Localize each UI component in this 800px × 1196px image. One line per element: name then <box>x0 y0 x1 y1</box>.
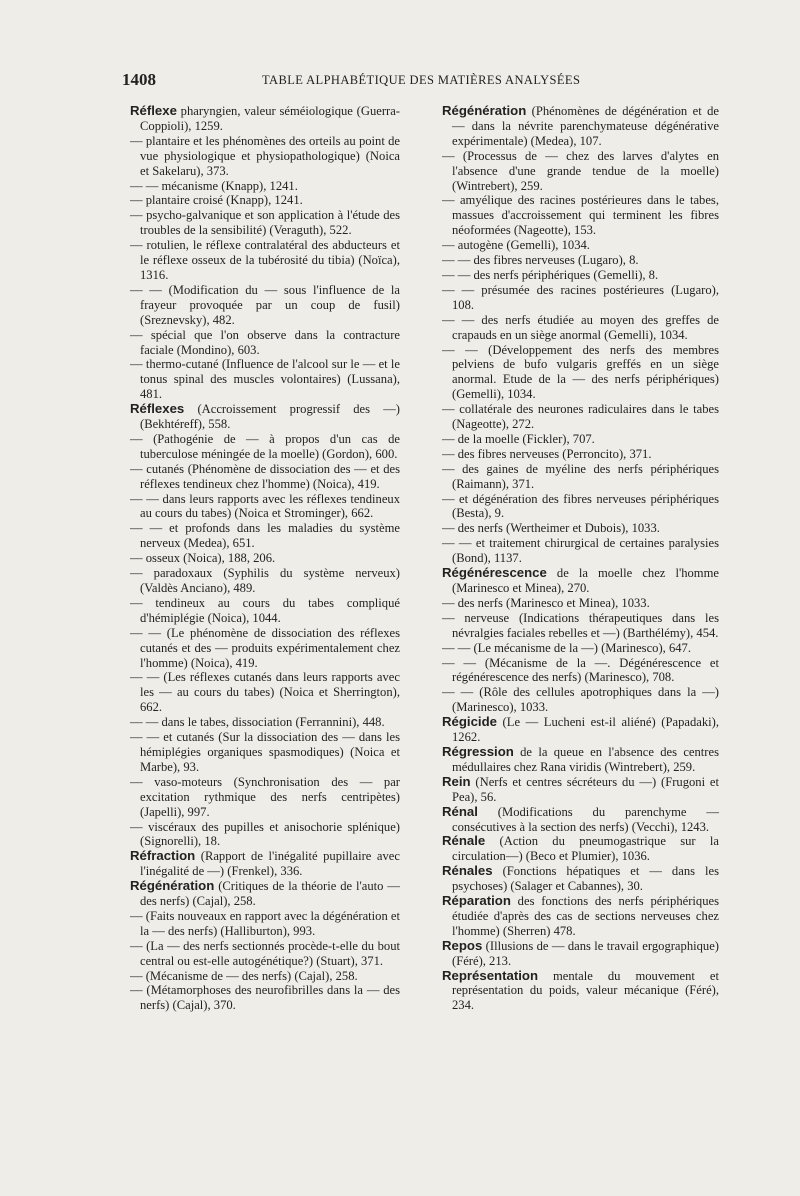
index-entry <box>130 238 400 283</box>
entry-headword: Régicide <box>442 714 497 730</box>
entry-text: — — (Le mécanisme de la —) (Marinesco), 647. <box>442 640 691 655</box>
index-entry <box>442 775 719 805</box>
entry-text: — paradoxaux (Syphilis du système nerveux) (Valdès Anciano), 489. <box>130 566 400 595</box>
index-entry <box>442 745 719 775</box>
entry-headword: Réfraction <box>130 848 196 864</box>
index-entry <box>130 402 400 432</box>
entry-text: — — (Développement des nerfs des membres pelviens de bufo vulgaris greffés en un siège anormal. Etude de la — des nerfs périphériques) (Gemelli), 1034. <box>442 342 719 402</box>
entry-text: — vaso-moteurs (Synchronisation des — par excitation rythmique des nerfs centripètes) (Japelli), 997. <box>130 774 400 819</box>
entry-text: (Action du pneumogastrique sur la circulation—) (Beco et Plumier), 1036. <box>452 834 719 864</box>
entry-text: — rotulien, le réflexe contralatéral des abducteurs et le réflexe osseux de la tubérosité du tibia) (Noïca), 1316. <box>130 238 400 282</box>
entry-text: (Modifications du parenchyme — consécutives à la section des nerfs) (Vecchi), 1243. <box>452 804 719 834</box>
index-entry <box>442 238 719 253</box>
index-entry <box>442 596 719 611</box>
entry-text: des fonctions des nerfs périphériques étudiée d'après des cas de sections nerveuses chez l'homme) (Sherren) 478. <box>452 894 719 938</box>
index-entry <box>442 715 719 745</box>
entry-text: — — et traitement chirurgical de certaines paralysies (Bond), 1137. <box>442 536 719 566</box>
entry-headword: Réflexes <box>130 401 185 417</box>
index-entry <box>442 253 719 268</box>
index-entry <box>130 849 400 879</box>
entry-text: — tendineux au cours du tabes compliqué d'hémiplégie (Noica), 1044. <box>130 595 400 625</box>
entry-text: mentale du mouvement et représentation du poids, valeur mécanique (Féré), 234. <box>452 968 719 1013</box>
page-header <box>122 70 712 94</box>
entry-text: (Accroissement progressif des —) (Bekhtéreff), 558. <box>140 402 400 432</box>
entry-text: — (Pathogénie de — à propos d'un cas de tuberculose méningée de la moelle) (Gordon), 600. <box>130 431 400 461</box>
entry-headword: Rénales <box>442 863 493 879</box>
index-entry <box>130 983 400 1013</box>
index-entry <box>442 834 719 864</box>
entry-text: (Nerfs et centres sécréteurs du —) (Frugoni et Pea), 56. <box>452 774 719 804</box>
index-entry <box>442 685 719 715</box>
entry-text: — — (Mécanisme de la —. Dégénérescence et régénérescence des nerfs) (Marinesco), 708. <box>442 655 719 685</box>
index-entry <box>442 343 719 403</box>
index-entry <box>130 715 400 730</box>
index-entry <box>130 283 400 328</box>
entry-text: — — présumée des racines postérieures (Lugaro), 108. <box>442 282 719 312</box>
entry-text: — plantaire croisé (Knapp), 1241. <box>130 193 303 208</box>
index-entry <box>442 566 719 596</box>
left-column <box>130 104 400 1013</box>
entry-text: — collatérale des neurones radiculaires dans le tabes (Nageotte), 272. <box>442 402 719 432</box>
entry-text: (Le — Lucheni est-il aliéné) (Papadaki), 1262. <box>452 715 719 745</box>
index-entry <box>442 462 719 492</box>
entry-text: — cutanés (Phénomène de dissociation des — et des réflexes tendineux chez l'homme) (Noica), 419. <box>130 461 400 491</box>
entry-text: (Rapport de l'inégalité pupillaire avec l'inégalité de —) (Frenkel), 336. <box>140 849 400 879</box>
entry-text: — viscéraux des pupilles et anisochorie splénique) (Signorelli), 18. <box>130 819 400 849</box>
entry-text: — — (Le phénomène de dissociation des réflexes cutanés et des — produits expérimentalement chez l'homme) (Noica), 419. <box>130 625 400 670</box>
entry-headword: Représentation <box>442 967 538 983</box>
index-entry <box>130 969 400 984</box>
entry-text: de la moelle chez l'homme (Marinesco et Minea), 270. <box>452 566 719 595</box>
index-entry <box>130 492 400 522</box>
index-entry <box>130 179 400 194</box>
entry-text: pharyngien, valeur séméiologique (Guerra-Coppioli), 1259. <box>140 104 400 133</box>
entry-text: — des gaines de myéline des nerfs périphériques (Raimann), 371. <box>442 461 719 491</box>
index-entry <box>442 313 719 343</box>
entry-text: — — (Rôle des cellules apotrophiques dans la —) (Marinesco), 1033. <box>442 685 719 715</box>
index-entry <box>442 805 719 835</box>
index-entry <box>442 656 719 686</box>
entry-headword: Rénal <box>442 803 478 819</box>
index-entry <box>130 328 400 358</box>
entry-text: (Critiques de la théorie de l'auto — des nerfs) (Cajal), 258. <box>140 879 400 909</box>
index-entry <box>130 820 400 850</box>
index-entry <box>442 492 719 522</box>
right-column <box>442 104 719 1013</box>
entry-text: — (La — des nerfs sectionnés procède-t-elle du bout central ou est-elle autogénétique?) (Stuart), 371. <box>130 938 400 968</box>
page-number: 1408 <box>122 70 156 89</box>
entry-text: — (Faits nouveaux en rapport avec la dégénération et la — des nerfs) (Halliburton), 993. <box>130 908 400 938</box>
index-entry <box>442 193 719 238</box>
entry-text: — psycho-galvanique et son application à l'étude des troubles de la sensibilité) (Veraguth), 522. <box>130 208 400 238</box>
entry-text: — — des nerfs étudiée au moyen des greffes de crapauds en un siège anormal (Gemelli), 1034. <box>442 312 719 342</box>
entry-text: — — dans leurs rapports avec les réflexes tendineux au cours du tabes) (Noica et Strominger), 662. <box>130 491 400 521</box>
entry-text: — — des nerfs périphériques (Gemelli), 8. <box>442 267 659 282</box>
index-entry <box>130 626 400 671</box>
index-entry <box>130 879 400 909</box>
index-entry <box>442 447 719 462</box>
entry-text: — — (Les réflexes cutanés dans leurs rapports avec les — au cours du tabes) (Noica et Sherrington), 662. <box>130 670 400 715</box>
entry-headword: Réflexe <box>130 103 177 118</box>
entry-text: — nerveuse (Indications thérapeutiques dans les névralgies faciales rebelles et —) (Barthélémy), 454. <box>442 610 719 640</box>
entry-text: — (Processus de — chez des larves d'alytes en l'absence d'une grande tendue de la moelle) (Wintrebert), 259. <box>442 148 719 193</box>
index-entry <box>442 521 719 536</box>
index-entry <box>130 462 400 492</box>
entry-text: — (Mécanisme de — des nerfs) (Cajal), 258. <box>130 968 358 983</box>
entry-text: — et dégénération des fibres nerveuses périphériques (Besta), 9. <box>442 491 719 521</box>
entry-headword: Rein <box>442 773 471 789</box>
entry-text: (Phénomènes de dégénération et de — dans la névrite parenchymateuse dégénérative expérimentale) (Medea), 107. <box>452 104 719 148</box>
entry-text: (Illusions de — dans le travail ergographique) (Féré), 213. <box>452 938 719 968</box>
index-entry <box>442 283 719 313</box>
index-entry <box>130 432 400 462</box>
entry-text: — spécial que l'on observe dans la contracture faciale (Mondino), 603. <box>130 327 400 357</box>
entry-text: — — (Modification du — sous l'influence de la frayeur provoquée par un coup de fusil) (Sreznevsky), 482. <box>130 282 400 327</box>
index-entry <box>442 864 719 894</box>
index-entry <box>442 268 719 283</box>
entry-text: — amyélique des racines postérieures dans le tabes, massues d'accroissement qui terminent les fibres néoformées (Nageotte), 153. <box>442 193 719 238</box>
index-entry <box>442 104 719 149</box>
index-entry <box>442 149 719 194</box>
index-entry <box>442 611 719 641</box>
index-entry <box>442 894 719 939</box>
entry-headword: Régénération <box>442 103 527 118</box>
index-entry <box>130 596 400 626</box>
index-entry <box>130 730 400 775</box>
entry-text: — autogène (Gemelli), 1034. <box>442 238 590 253</box>
running-title: TABLE ALPHABÉTIQUE DES MATIÈRES ANALYSÉES <box>262 73 581 87</box>
entry-headword: Réparation <box>442 893 511 909</box>
entry-text: — (Métamorphoses des neurofibrilles dans la — des nerfs) (Cajal), 370. <box>130 983 400 1013</box>
entry-text: — — des fibres nerveuses (Lugaro), 8. <box>442 253 639 268</box>
index-entry <box>130 521 400 551</box>
index-entry <box>130 775 400 820</box>
index-entry <box>130 909 400 939</box>
entry-text: — — et cutanés (Sur la dissociation des — dans les hémiplégies organiques spasmodiques) (Noica et Marbe), 93. <box>130 730 400 774</box>
index-entry <box>442 536 719 566</box>
entry-text: — des nerfs (Marinesco et Minea), 1033. <box>442 595 650 610</box>
entry-text: — — et profonds dans les maladies du système nerveux (Medea), 651. <box>130 521 400 551</box>
entry-text: de la queue en l'absence des centres médullaires chez Rana viridis (Wintrebert), 259. <box>452 744 719 774</box>
entry-headword: Rénale <box>442 833 486 849</box>
entry-text: — de la moelle (Fickler), 707. <box>442 431 595 446</box>
index-entry <box>130 104 400 134</box>
entry-text: — thermo-cutané (Influence de l'alcool sur le — et le tonus spinal des muscles volontaires) (Lussana), 481. <box>130 357 400 402</box>
index-entry <box>130 566 400 596</box>
index-entry <box>130 939 400 969</box>
entry-headword: Repos <box>442 937 483 953</box>
entry-text: — des fibres nerveuses (Perroncito), 371. <box>442 446 652 461</box>
entry-text: — osseux (Noica), 188, 206. <box>130 551 276 566</box>
entry-headword: Régénérescence <box>442 565 547 581</box>
index-entry <box>442 432 719 447</box>
index-entry <box>442 402 719 432</box>
entry-headword: Régénération <box>130 878 215 894</box>
index-entry <box>442 969 719 1014</box>
entry-text: — — dans le tabes, dissociation (Ferrannini), 448. <box>130 715 385 730</box>
index-entry <box>130 134 400 179</box>
index-entry <box>130 208 400 238</box>
entry-text: — des nerfs (Wertheimer et Dubois), 1033. <box>442 521 660 536</box>
index-entry <box>442 939 719 969</box>
index-entry <box>130 357 400 402</box>
entry-text: — plantaire et les phénomènes des orteils au point de vue physiologique et physiopathologique) (Noica et Sakelaru), 373. <box>130 133 400 178</box>
entry-headword: Régression <box>442 743 514 759</box>
index-entry <box>130 551 400 566</box>
index-entry <box>130 193 400 208</box>
index-entry <box>442 641 719 656</box>
index-entry <box>130 670 400 715</box>
entry-text: — — mécanisme (Knapp), 1241. <box>130 178 298 193</box>
entry-text: (Fonctions hépatiques et — dans les psychoses) (Salager et Cabannes), 30. <box>452 864 719 894</box>
